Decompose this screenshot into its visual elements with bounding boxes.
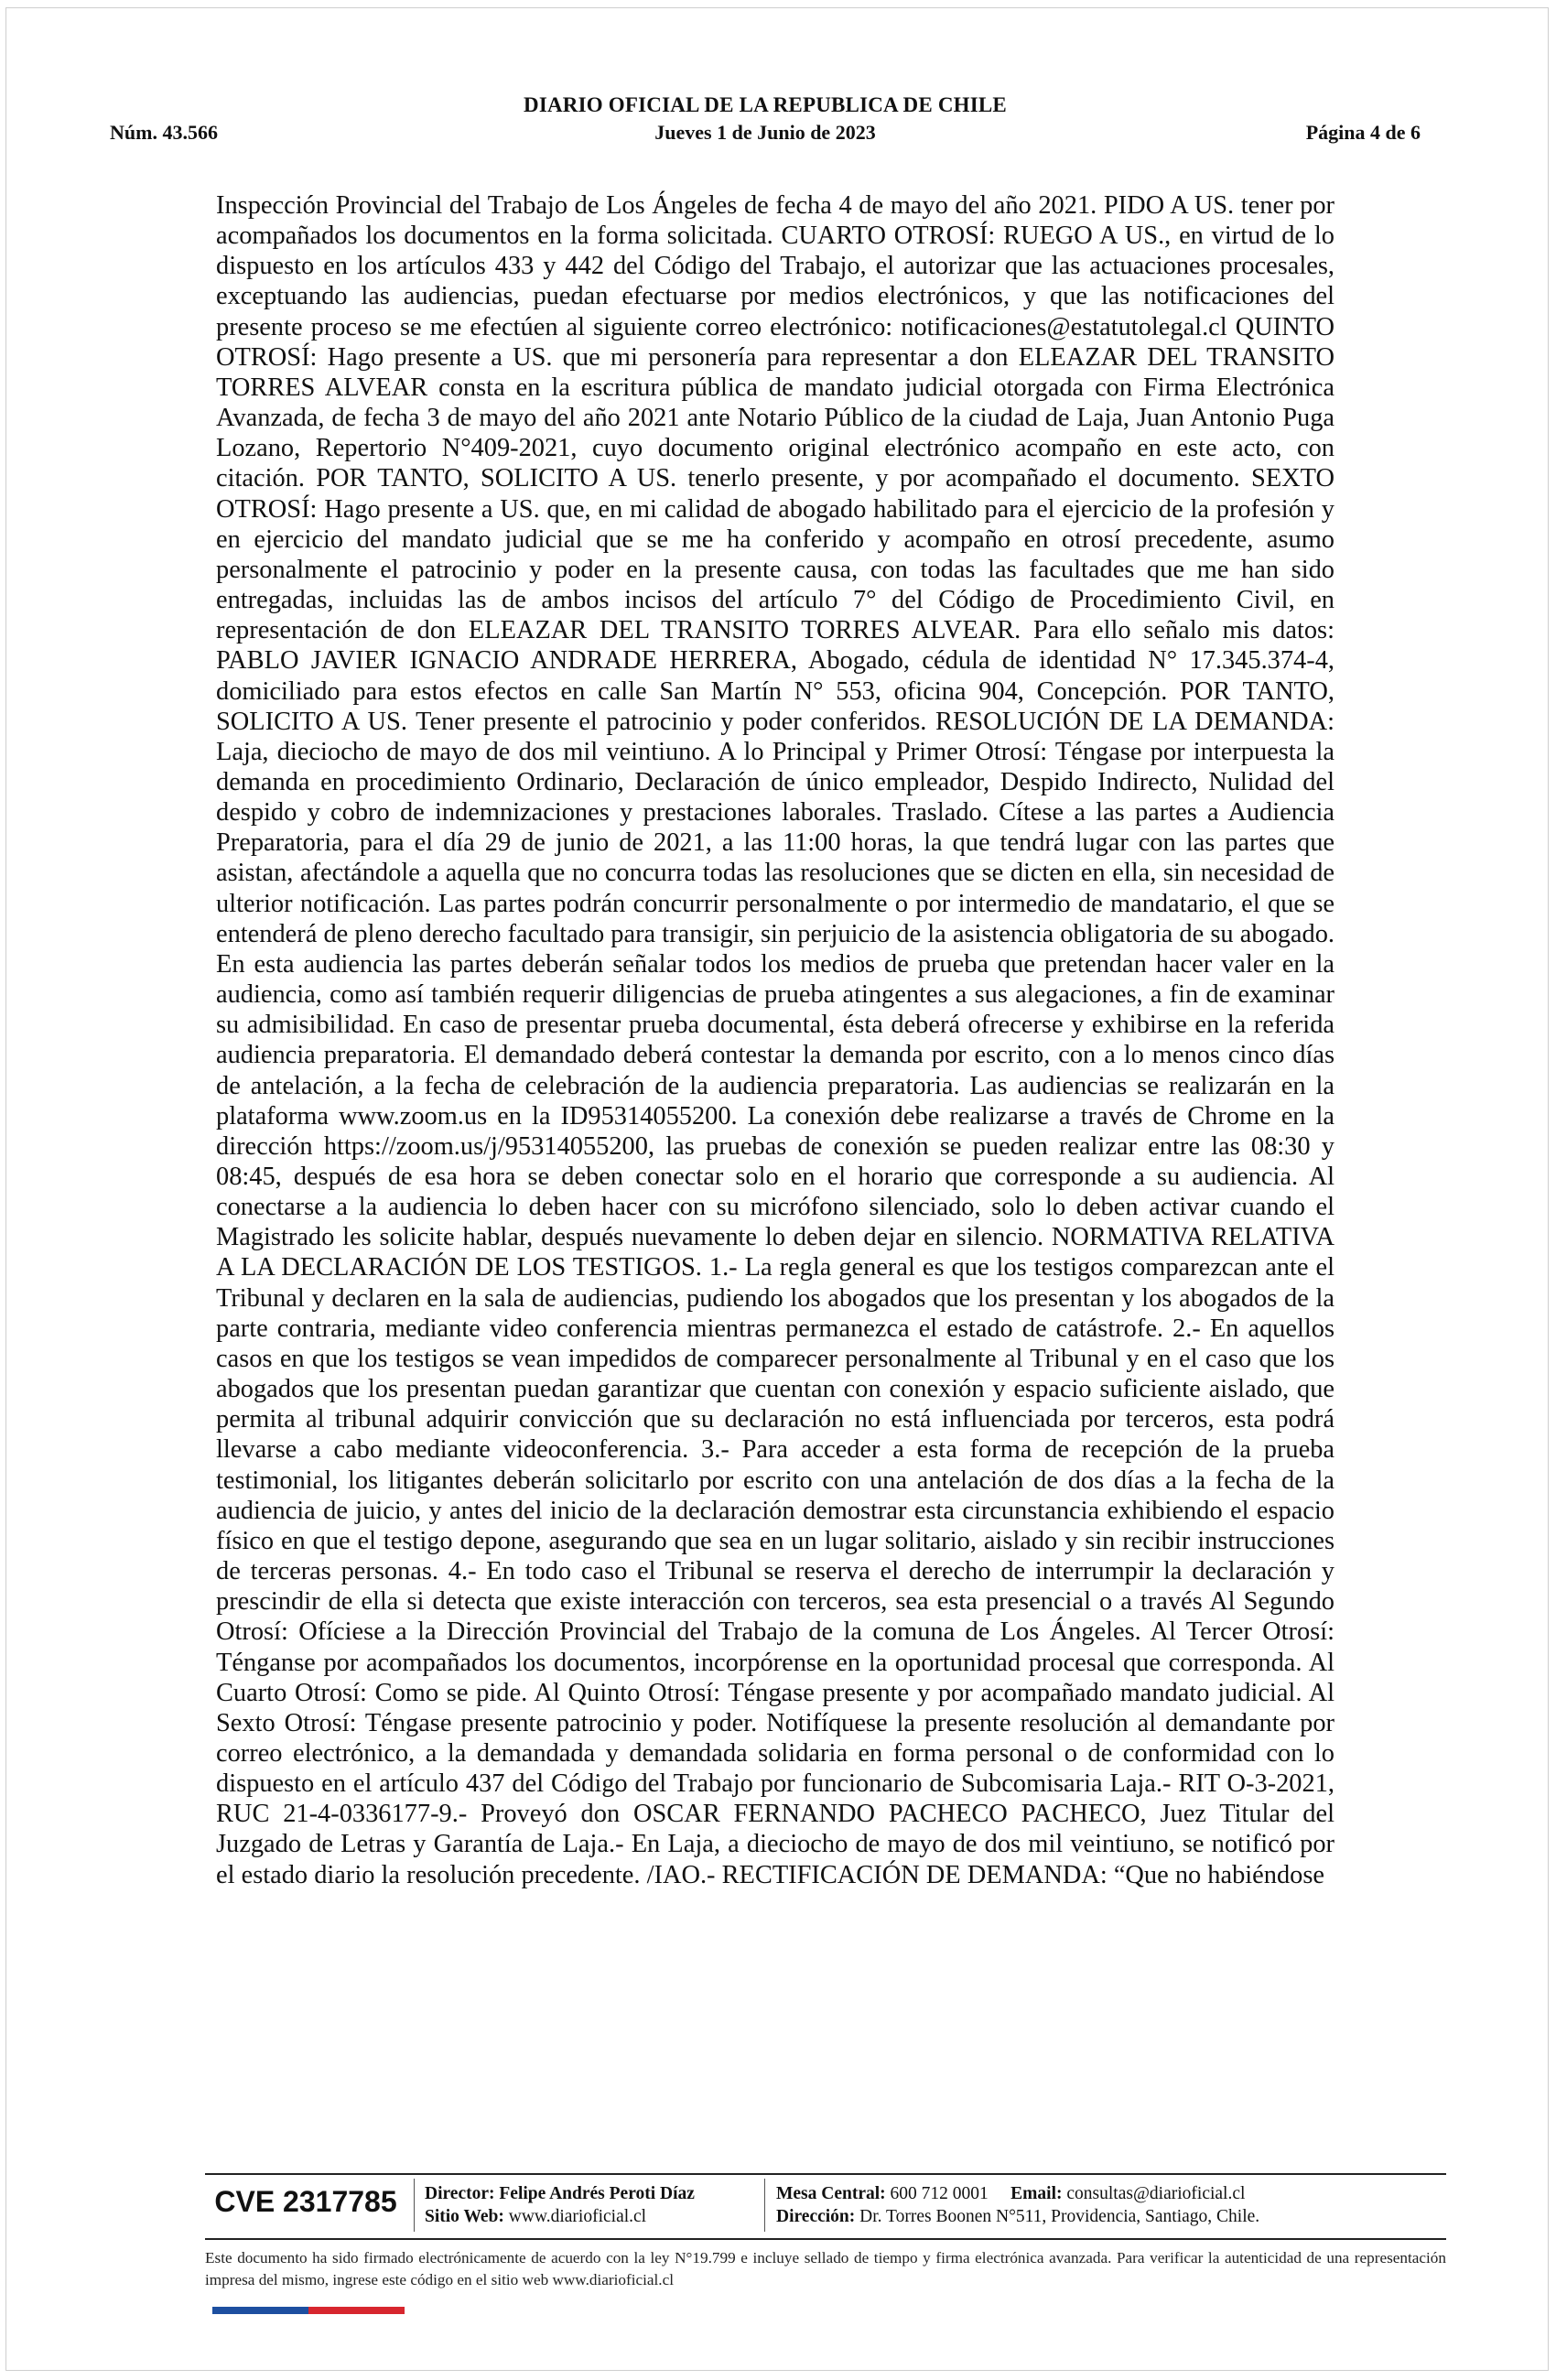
flag-blue-segment bbox=[212, 2307, 308, 2314]
website-link[interactable]: www.diarioficial.cl bbox=[508, 2207, 647, 2226]
footer-contact-block bbox=[776, 2182, 1259, 2228]
central-phone: 600 712 0001 bbox=[890, 2184, 989, 2203]
contact-line bbox=[776, 2182, 1259, 2205]
legal-notice: Este documento ha sido firmado electrónicamente de acuerdo con la ley N°19.799 e incluye sellado de tiempo y firma electrónica avanzada. Para verificar la autenticidad de una representación impresa del mismo, ingrese este código en el sitio web www.diarioficial.cl bbox=[205, 2249, 1446, 2288]
document-body: Inspección Provincial del Trabajo de Los Ángeles de fecha 4 de mayo del año 2021. PIDO A US. tener por acompañados los documentos en la forma solicitada. CUARTO OTROSÍ: RUEGO A US., en virtud de lo dispuesto en los artículos 433 y 442 del Código del Trabajo, el autorizar que las actuaciones procesales, exceptuando las audiencias, puedan efectuarse por medios electrónicos, y que las notificaciones del presente proceso se me efectúen al siguiente correo electrónico: notificaciones@estatutolegal.cl QUINTO OTROSÍ: Hago presente a US. que mi personería para representar a don ELEAZAR DEL TRANSITO TORRES ALVEAR consta en la escritura pública de mandato judicial otorgada con Firma Electrónica Avanzada, de fecha 3 de mayo del año 2021 ante Notario Público de la ciudad de Laja, Juan Antonio Puga Lozano, Repertorio N°409-2021, cuyo documento original electrónico acompaño en este acto, con citación. POR TANTO, SOLICITO A US. tenerlo presente, y por acompañado el documento. SEXTO OTROSÍ: Hago presente a US. que, en mi calidad de abogado habilitado para el ejercicio de la profesión y en ejercicio del mandato judicial que se me ha conferido y acompaño en otrosí precedente, asumo personalmente el patrocinio y poder en la presente causa, con todas las facultades que me han sido entregadas, incluidas las de ambos incisos del artículo 7° del Código de Procedimiento Civil, en representación de don ELEAZAR DEL TRANSITO TORRES ALVEAR. Para ello señalo mis datos: PABLO JAVIER IGNACIO ANDRADE HERRERA, Abogado, cédula de identidad N° 17.345.374-4, domiciliado para estos efectos en calle San Martín N° 553, oficina 904, Concepción. POR TANTO, SOLICITO A US. Tener presente el patrocinio y poder conferidos. RESOLUCIÓN DE LA DEMANDA: Laja, dieciocho de mayo de dos mil veintiuno. A lo Principal y Primer Otrosí: Téngase por interpuesta la demanda en procedimiento Ordinario, Declaración de único empleador, Despido Indirecto, Nulidad del despido y cobro de indemnizaciones y prestaciones laborales. Traslado. Cítese a las partes a Audiencia Preparatoria, para el día 29 de junio de 2021, a las 11:00 horas, la que tendrá lugar con las partes que asistan, afectándole a aquella que no concurra todas las resoluciones que se dicten en ella, sin necesidad de ulterior notificación. Las partes podrán concurrir personalmente o por intermedio de mandatario, el que se entenderá de pleno derecho facultado para transigir, sin perjuicio de la asistencia obligatoria de su abogado. En esta audiencia las partes deberán señalar todos los medios de prueba que pretendan hacer valer en la audiencia, como así también requerir diligencias de prueba atingentes a sus alegaciones, a fin de examinar su admisibilidad. En caso de presentar prueba documental, ésta deberá ofrecerse y exhibirse en la referida audiencia preparatoria. El demandado deberá contestar la demanda por escrito, con a lo menos cinco días de antelación, a la fecha de celebración de la audiencia preparatoria. Las audiencias se realizarán en la plataforma www.zoom.us en la ID95314055200. La conexión debe realizarse a través de Chrome en la dirección https://zoom.us/j/95314055200, las pruebas de conexión se pueden realizar entre las 08:30 y 08:45, después de esa hora se deben conectar solo en el horario que corresponde a su audiencia. Al conectarse a la audiencia lo deben hacer con su micrófono silenciado, solo lo deben activar cuando el Magistrado les solicite hablar, después nuevamente lo deben dejar en silencio. NORMATIVA RELATIVA A LA DECLARACIÓN DE LOS TESTIGOS. 1.- La regla general es que los testigos comparezcan ante el Tribunal y declaren en la sala de audiencias, pudiendo los abogados que los presentan y los abogados de la parte contraria, mediante video conferencia mientras permanezca el estado de catástrofe. 2.- En aquellos casos en que los testigos se vean impedidos de comparecer personalmente al Tribunal y en el caso que los abogados que los presentan puedan garantizar que cuentan con conexión y espacio suficiente aislado, que permita al tribunal adquirir convicción que su declaración no está influenciada por terceros, esta podrá llevarse a cabo mediante videoconferencia. 3.- Para acceder a esta forma de recepción de la prueba testimonial, los litigantes deberán solicitarlo por escrito con una antelación de dos días a la fecha de la audiencia de juicio, y antes del inicio de la declaración demostrar esta circunstancia exhibiendo el espacio físico en que el testigo depone, asegurando que sea en un lugar solitario, aislado y sin recibir instrucciones de terceras personas. 4.- En todo caso el Tribunal se reserva el derecho de interrumpir la declaración y prescindir de ella si detecta que existe interacción con terceros, sea esta presencial o a través Al Segundo Otrosí: Ofíciese a la Dirección Provincial del Trabajo de la comuna de Los Ángeles. Al Tercer Otrosí: Ténganse por acompañados los documentos, incorpórense en la oportunidad procesal que corresponda. Al Cuarto Otrosí: Como se pide. Al Quinto Otrosí: Téngase presente y por acompañado mandato judicial. Al Sexto Otrosí: Téngase presente patrocinio y poder. Notifíquese la presente resolución al demandante por correo electrónico, a la demandada y demandada solidaria en forma personal o de conformidad con lo dispuesto en el artículo 437 del Código del Trabajo por funcionario de Subcomisaria Laja.- RIT O-3-2021, RUC 21-4-0336177-9.- Proveyó don OSCAR FERNANDO PACHECO PACHECO, Juez Titular del Juzgado de Letras y Garantía de Laja.- En Laja, a dieciocho de mayo de dos mil veintiuno, se notificó por el estado diario la resolución precedente. /IAO.- RECTIFICACIÓN DE DEMANDA: “Que no habiéndose bbox=[216, 191, 1334, 1889]
address-label: Dirección: bbox=[776, 2207, 856, 2226]
flag-red-segment bbox=[308, 2307, 405, 2314]
director-line bbox=[425, 2182, 695, 2205]
footer-middle-rule bbox=[205, 2238, 1446, 2240]
cve-code: CVE 2317785 bbox=[214, 2185, 397, 2218]
footer-separator bbox=[764, 2179, 765, 2232]
page-header bbox=[110, 92, 1421, 156]
address-line bbox=[776, 2205, 1259, 2228]
chile-flag-stripe bbox=[212, 2307, 405, 2314]
email-link[interactable]: consultas@diarioficial.cl bbox=[1066, 2184, 1246, 2203]
email-label: Email: bbox=[1010, 2184, 1063, 2203]
header-row bbox=[110, 121, 1421, 148]
director-name: Felipe Andrés Peroti Díaz bbox=[499, 2184, 695, 2203]
footer-separator bbox=[414, 2179, 415, 2232]
issue-number: Núm. 43.566 bbox=[110, 121, 218, 144]
website-label: Sitio Web: bbox=[425, 2207, 504, 2226]
website-line bbox=[425, 2205, 695, 2228]
issue-date: Jueves 1 de Junio de 2023 bbox=[654, 121, 876, 144]
page-number: Página 4 de 6 bbox=[1305, 121, 1421, 144]
footer-top-rule bbox=[205, 2173, 1446, 2175]
director-label: Director: bbox=[425, 2184, 495, 2203]
publication-title: DIARIO OFICIAL DE LA REPUBLICA DE CHILE bbox=[524, 93, 1007, 116]
address-text: Dr. Torres Boonen N°511, Providencia, Santiago, Chile. bbox=[859, 2207, 1260, 2226]
central-label: Mesa Central: bbox=[776, 2184, 886, 2203]
footer-director-block bbox=[425, 2182, 695, 2228]
